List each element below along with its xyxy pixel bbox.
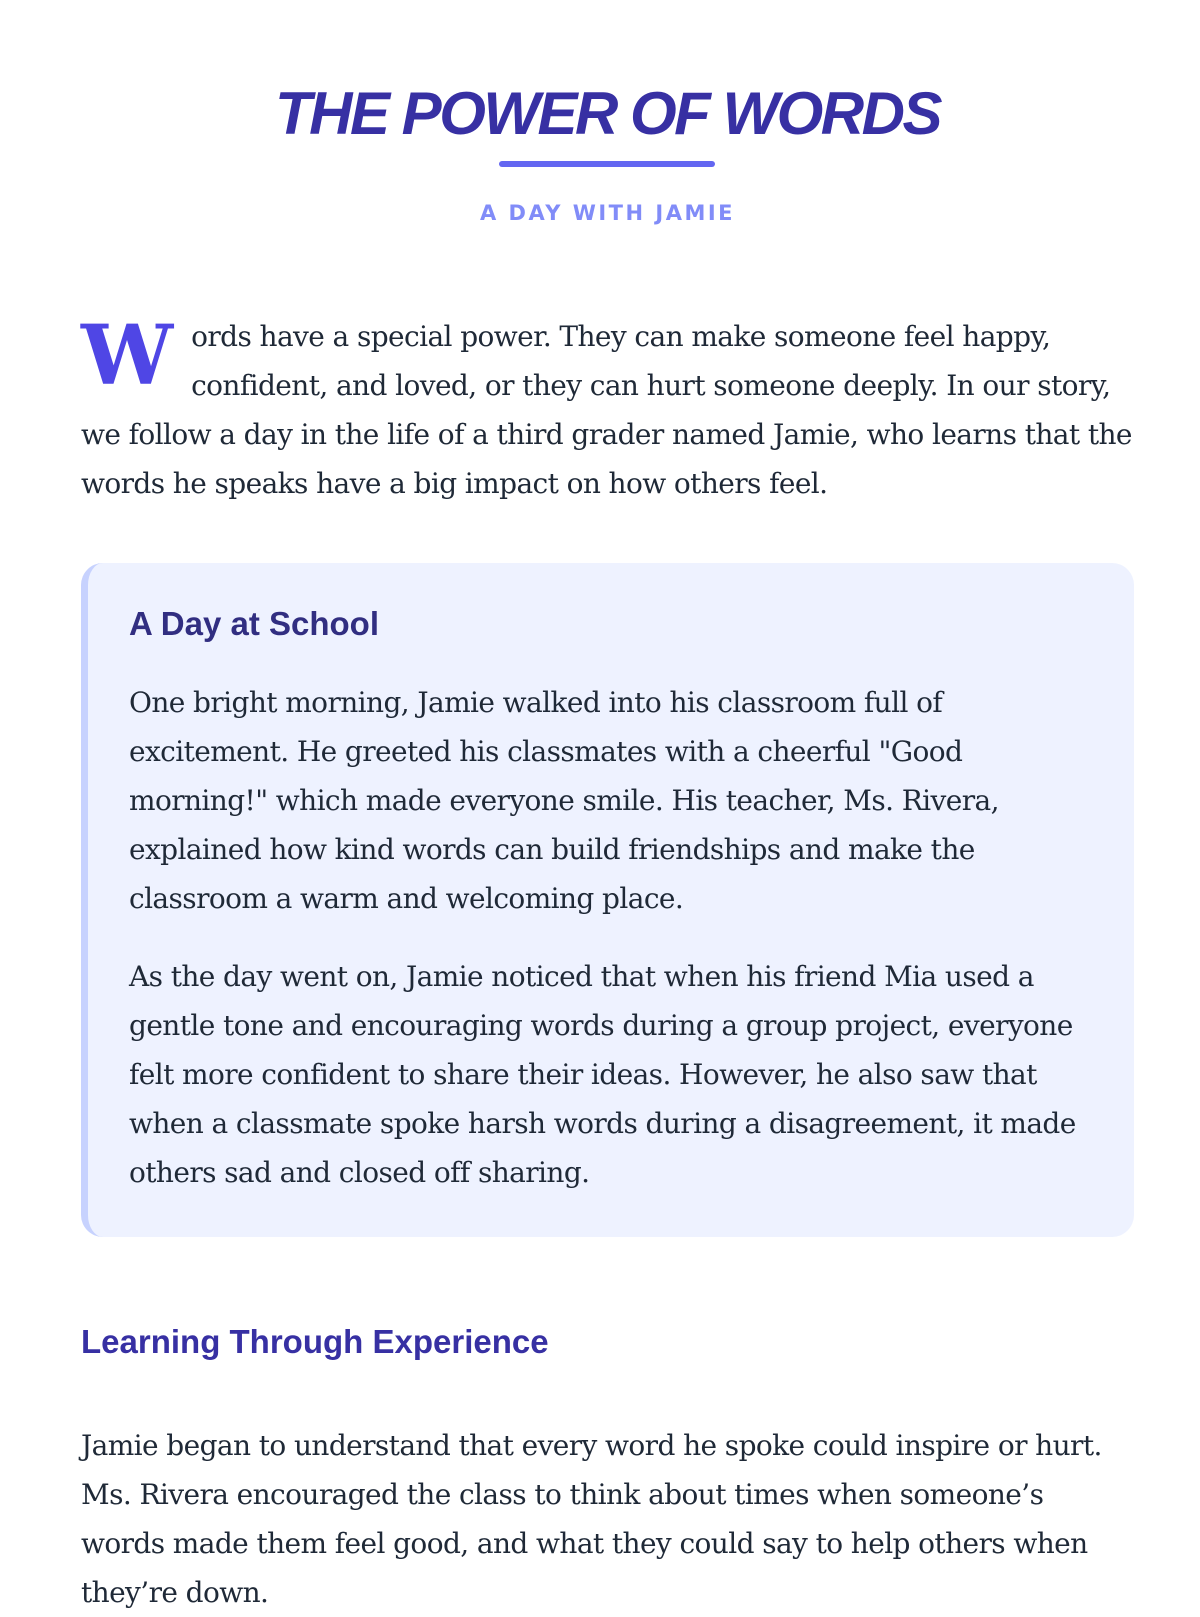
card-paragraph: As the day went on, Jamie noticed that when his friend Mia used a gentle tone and encouraging words during a group project, everyone felt more confident to share their ideas. However, he also saw that when a classmate spoke harsh words during a disagreement, it made others sad and closed off sharing. bbox=[129, 960, 1076, 1189]
card-paragraph: One bright morning, Jamie walked into his classroom full of excitement. He greeted his classmates with a cheerful "Good morning!" which made everyone smile. His teacher, Ms. Rivera, explained how kind words can build friendships and make the classroom a warm and welcoming place. bbox=[129, 686, 999, 915]
drop-cap: W bbox=[81, 308, 174, 404]
story-card bbox=[81, 563, 1134, 1237]
intro-text: ords have a special power. They can make someone feel happy, confident, and loved, or they can hurt someone deeply. In our story, we follow a day in the life of a third grader named Jamie, who learns that the words he speaks have a big impact on how others feel. bbox=[81, 320, 1132, 500]
page-title: THE POWER OF WORDS bbox=[275, 80, 940, 147]
section-heading: Learning Through Experience bbox=[81, 1323, 549, 1360]
intro-paragraph bbox=[81, 308, 1134, 508]
card-heading: A Day at School bbox=[129, 605, 379, 642]
section-paragraph: Jamie began to understand that every word he spoke could inspire or hurt. Ms. Rivera encouraged the class to think about times when someone’s words made them feel good, and what they could say to help others when they’re down. bbox=[81, 1429, 1102, 1609]
title-underline bbox=[499, 161, 715, 167]
page-subtitle: A DAY WITH JAMIE bbox=[479, 201, 736, 225]
